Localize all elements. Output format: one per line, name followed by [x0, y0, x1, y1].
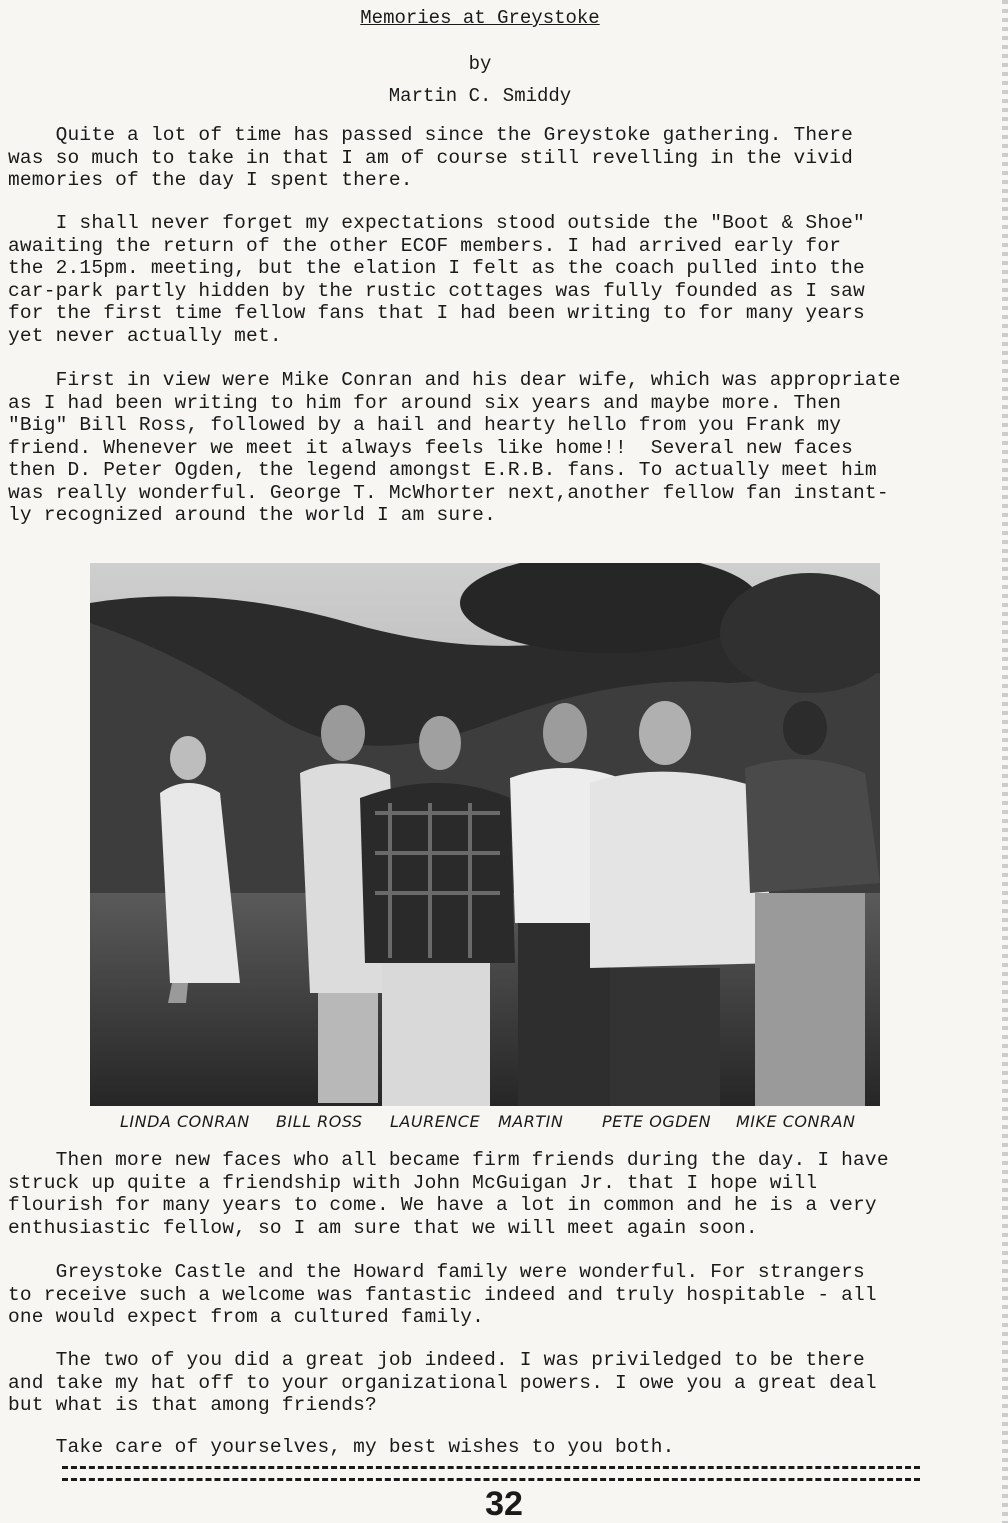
caption-name: LINDA CONRAN [120, 1112, 250, 1131]
dashed-divider [62, 1478, 920, 1481]
byline-by: by [468, 53, 492, 75]
paragraph-greystoke-castle: Greystoke Castle and the Howard family were wonderful. For strangers to receive such a welcome was fantastic indeed and truly hospitable - all one would expect from a cultured family. [8, 1261, 877, 1328]
dashed-divider [62, 1466, 920, 1469]
caption-name: MIKE CONRAN [736, 1112, 856, 1131]
paragraph-expectations: I shall never forget my expectations stood outside the "Boot & Shoe" awaiting the return of the other ECOF members. I had arrived early for the 2.15pm. meeting, but the elation I felt as the coach pulled into the car-park partly hidden by the rustic cottages was fully founded as I saw for the first time fellow fans that I had been writing to for many years yet never actually met. [8, 212, 865, 347]
paragraph-thanks: The two of you did a great job indeed. I was priviledged to be there and take my hat off to your organizational powers. I owe you a great deal but what is that among friends? [8, 1349, 877, 1416]
caption-name: BILL ROSS [276, 1112, 363, 1131]
paragraph-first-in-view: First in view were Mike Conran and his dear wife, which was appropriate as I had been writing to him for around six years and maybe more. Then "Big" Bill Ross, followed by a hail and hearty hello from you Frank my friend. Whenever we meet it always feels like home!! Several new faces then D. Peter Ogden, the legend amongst E.R.B. fans. To actually meet him was really wonderful. George T. McWhorter next,another fellow fan instant- ly recognized around the world I am sure. [8, 369, 901, 526]
article-author: Martin C. Smiddy [388, 85, 572, 107]
caption-name: LAURENCE [390, 1112, 481, 1131]
paragraph-new-faces: Then more new faces who all became firm friends during the day. I have struck up quite a friendship with John McGuigan Jr. that I hope will flourish for many years to come. We have a lot in common and he is a very enthusiastic fellow, so I am sure that we will meet again soon. [8, 1149, 889, 1239]
scan-edge [1002, 0, 1008, 1523]
photo-caption [0, 1112, 1008, 1136]
paragraph-closing: Take care of yourselves, my best wishes to you both. [8, 1436, 675, 1458]
caption-name: PETE OGDEN [602, 1112, 712, 1131]
group-photo [90, 563, 880, 1106]
page-number: 32 [485, 1485, 523, 1523]
paragraph-intro: Quite a lot of time has passed since the Greystoke gathering. There was so much to take in that I am of course still revelling in the vivid memories of the day I spent there. [8, 124, 854, 191]
article-title: Memories at Greystoke [360, 7, 600, 29]
caption-name: MARTIN [498, 1112, 564, 1131]
